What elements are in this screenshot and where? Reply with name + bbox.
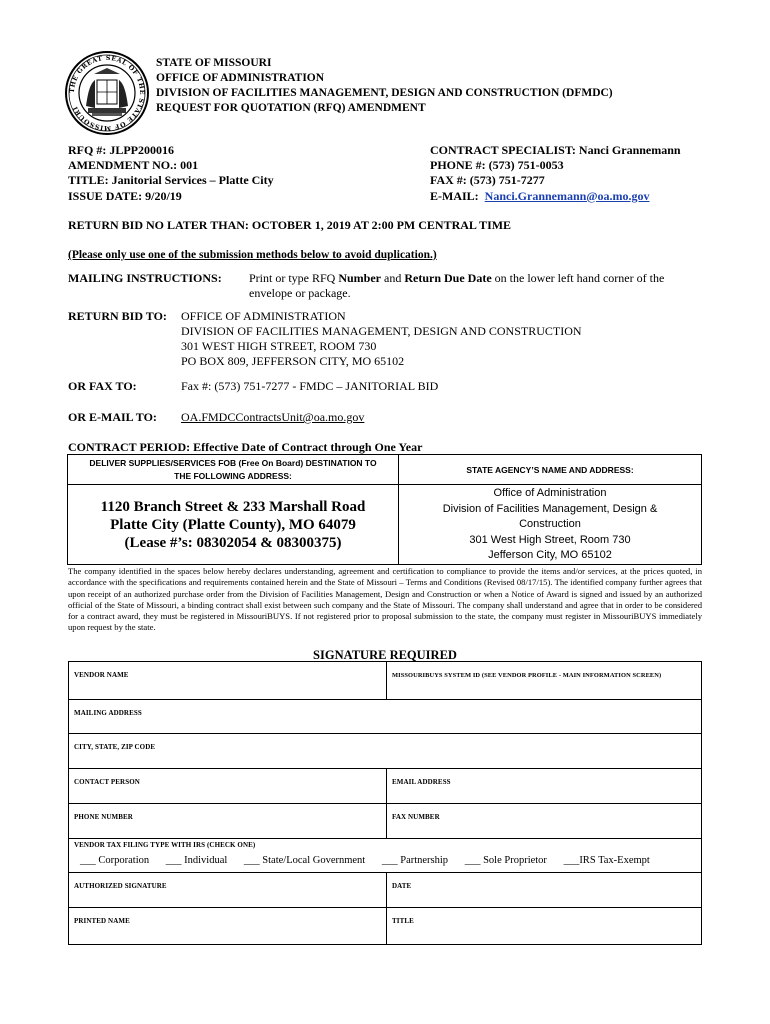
- mailing-instructions: [249, 271, 709, 301]
- email-label: E-MAIL:: [430, 188, 479, 203]
- mailing-text-b: and: [381, 271, 405, 285]
- tax-option-individual[interactable]: ___ Individual: [165, 855, 228, 866]
- delivery-header-line: THE FOLLOWING ADDRESS:: [174, 470, 292, 481]
- return-address-line: OFFICE OF ADMINISTRATION: [181, 309, 346, 323]
- city-state-zip-label: CITY, STATE, ZIP CODE: [74, 743, 156, 751]
- return-address-line: 301 WEST HIGH STREET, ROOM 730: [181, 339, 377, 353]
- destination-line: (Lease #’s: 08302054 & 08300375): [124, 534, 342, 551]
- tax-option-tax-exempt[interactable]: ___IRS Tax-Exempt: [563, 855, 650, 866]
- authorized-signature-label: AUTHORIZED SIGNATURE: [74, 882, 167, 890]
- agency-address: [399, 485, 702, 565]
- printed-name-label: PRINTED NAME: [74, 917, 130, 925]
- phone-number-label: PHONE NUMBER: [74, 813, 133, 821]
- return-to-address: [181, 309, 582, 369]
- tax-type-options: [74, 855, 696, 866]
- contract-specialist: CONTRACT SPECIALIST: Nanci Grannemann: [430, 143, 681, 157]
- tax-option-government[interactable]: ___ State/Local Government: [243, 855, 366, 866]
- email-address-label: EMAIL ADDRESS: [392, 778, 451, 786]
- signature-required-title: SIGNATURE REQUIRED: [313, 648, 457, 662]
- fax-number-field[interactable]: [387, 804, 702, 839]
- header-division: DIVISION OF FACILITIES MANAGEMENT, DESIGN AND CONSTRUCTION (DFMDC): [156, 87, 613, 99]
- specialist-email-link[interactable]: Nanci.Grannemann@oa.mo.gov: [484, 188, 650, 203]
- agency-line: Jefferson City, MO 65102: [488, 549, 612, 562]
- delivery-left-header: [68, 455, 399, 485]
- contract-period: CONTRACT PERIOD: Effective Date of Contract through One Year: [68, 440, 423, 454]
- header-state: STATE OF MISSOURI: [156, 57, 272, 69]
- mailing-bold-due-date: Return Due Date: [404, 271, 492, 285]
- contact-person-field[interactable]: [69, 769, 387, 804]
- fax-to-label: OR FAX TO:: [68, 379, 137, 393]
- return-deadline: RETURN BID NO LATER THAN: OCTOBER 1, 2019 AT 2:00 PM CENTRAL TIME: [68, 218, 512, 232]
- letterhead: [156, 56, 613, 116]
- contact-info: [430, 143, 681, 204]
- delivery-right-header: STATE AGENCY’S NAME AND ADDRESS:: [399, 455, 702, 485]
- delivery-header-line: DELIVER SUPPLIES/SERVICES FOB (Free On Board) DESTINATION TO: [89, 457, 377, 468]
- bid-email-link[interactable]: OA.FMDCContractsUnit@oa.mo.gov: [181, 410, 365, 424]
- rfq-title: TITLE: Janitorial Services – Platte City: [68, 173, 274, 188]
- agency-line: Construction: [519, 518, 581, 531]
- mailing-text-d: envelope or package.: [249, 286, 351, 300]
- printed-name-field[interactable]: [69, 908, 387, 945]
- mailing-text-a: Print or type RFQ: [249, 271, 339, 285]
- city-state-zip-field[interactable]: [69, 734, 702, 769]
- agency-line: Office of Administration: [493, 487, 607, 500]
- date-label: DATE: [392, 882, 412, 890]
- title-label: TITLE: [392, 917, 414, 925]
- authorized-signature-field[interactable]: [69, 873, 387, 908]
- system-id-label: MISSOURIBUYS SYSTEM ID (SEE VENDOR PROFILE - MAIN INFORMATION SCREEN): [392, 672, 662, 679]
- tax-option-sole-proprietor[interactable]: ___ Sole Proprietor: [464, 855, 547, 866]
- title-field[interactable]: [387, 908, 702, 945]
- date-field[interactable]: [387, 873, 702, 908]
- mailing-label: MAILING INSTRUCTIONS:: [68, 271, 222, 285]
- return-to-label: RETURN BID TO:: [68, 309, 167, 323]
- agency-line: Division of Facilities Management, Design &: [442, 502, 658, 515]
- system-id-field[interactable]: [387, 662, 702, 700]
- rfq-number: RFQ #: JLPP200016: [68, 143, 174, 157]
- rfq-info: [68, 143, 274, 204]
- fax-number-label: FAX NUMBER: [392, 813, 440, 821]
- submission-note: (Please only use one of the submission methods below to avoid duplication.): [68, 249, 437, 261]
- seal-text: THE GREAT SEAL OF THE STATE OF MISSOURI: [68, 54, 146, 132]
- mailing-address-field[interactable]: [69, 700, 702, 734]
- mailing-text-c: on the lower left hand corner of the: [491, 271, 665, 285]
- tax-option-corporation[interactable]: ___ Corporation: [80, 855, 150, 866]
- vendor-name-label: VENDOR NAME: [74, 671, 129, 679]
- vendor-signature-table: [68, 661, 702, 945]
- contact-phone: PHONE #: (573) 751-0053: [430, 158, 564, 173]
- return-address-line: PO BOX 809, JEFFERSON CITY, MO 65102: [181, 354, 405, 368]
- header-office: OFFICE OF ADMINISTRATION: [156, 72, 325, 84]
- certification-text: The company identified in the spaces below hereby declares understanding, agreement and certification to compliance to provide the items and/or services, at the prices quoted, in accordance with the specifications and requirements contained herein and the State of Missouri – Terms and Conditions (Revised 08/17/15). The identified company further agrees that upon receipt of an authorized purchase order from the Division of Facilities Management, Design and Construction or when a Notice of Award is signed and issued by an authorized official of the State of Missouri, a binding contract shall exist between such company and the State of Missouri. The company shall understand and agree that in order to be considered for a contract award, they must be registered in MissouriBUYS. If not registered prior to proposal submission to the state, the company must register in MissouriBUYS immediately upon request by the state.: [68, 566, 702, 633]
- delivery-table: [67, 454, 702, 565]
- delivery-destination: [68, 485, 399, 565]
- tax-type-label: VENDOR TAX FILING TYPE WITH IRS (CHECK ONE): [74, 841, 256, 849]
- destination-line: Platte City (Platte County), MO 64079: [110, 516, 356, 533]
- mailing-address-label: MAILING ADDRESS: [74, 709, 142, 717]
- contact-email-row: [430, 189, 681, 204]
- tax-option-partnership[interactable]: ___ Partnership: [381, 855, 449, 866]
- amendment-number: AMENDMENT NO.: 001: [68, 158, 199, 173]
- contact-fax: FAX #: (573) 751-7277: [430, 173, 545, 188]
- state-seal: [64, 50, 150, 136]
- phone-number-field[interactable]: [69, 804, 387, 839]
- mailing-bold-number: Number: [338, 271, 382, 285]
- destination-line: 1120 Branch Street & 233 Marshall Road: [100, 498, 366, 515]
- agency-line: 301 West High Street, Room 730: [469, 533, 631, 546]
- contact-person-label: CONTACT PERSON: [74, 778, 140, 786]
- email-address-field[interactable]: [387, 769, 702, 804]
- email-to-label: OR E-MAIL TO:: [68, 410, 157, 424]
- issue-date: ISSUE DATE: 9/20/19: [68, 188, 182, 203]
- fax-to-value: Fax #: (573) 751-7277 - FMDC – JANITORIAL BID: [181, 379, 439, 393]
- header-doc-title: REQUEST FOR QUOTATION (RFQ) AMENDMENT: [156, 102, 426, 114]
- seal-icon: [64, 50, 150, 136]
- tax-filing-type-field: [69, 839, 702, 873]
- vendor-name-field[interactable]: [69, 662, 387, 700]
- return-address-line: DIVISION OF FACILITIES MANAGEMENT, DESIGN AND CONSTRUCTION: [181, 324, 582, 338]
